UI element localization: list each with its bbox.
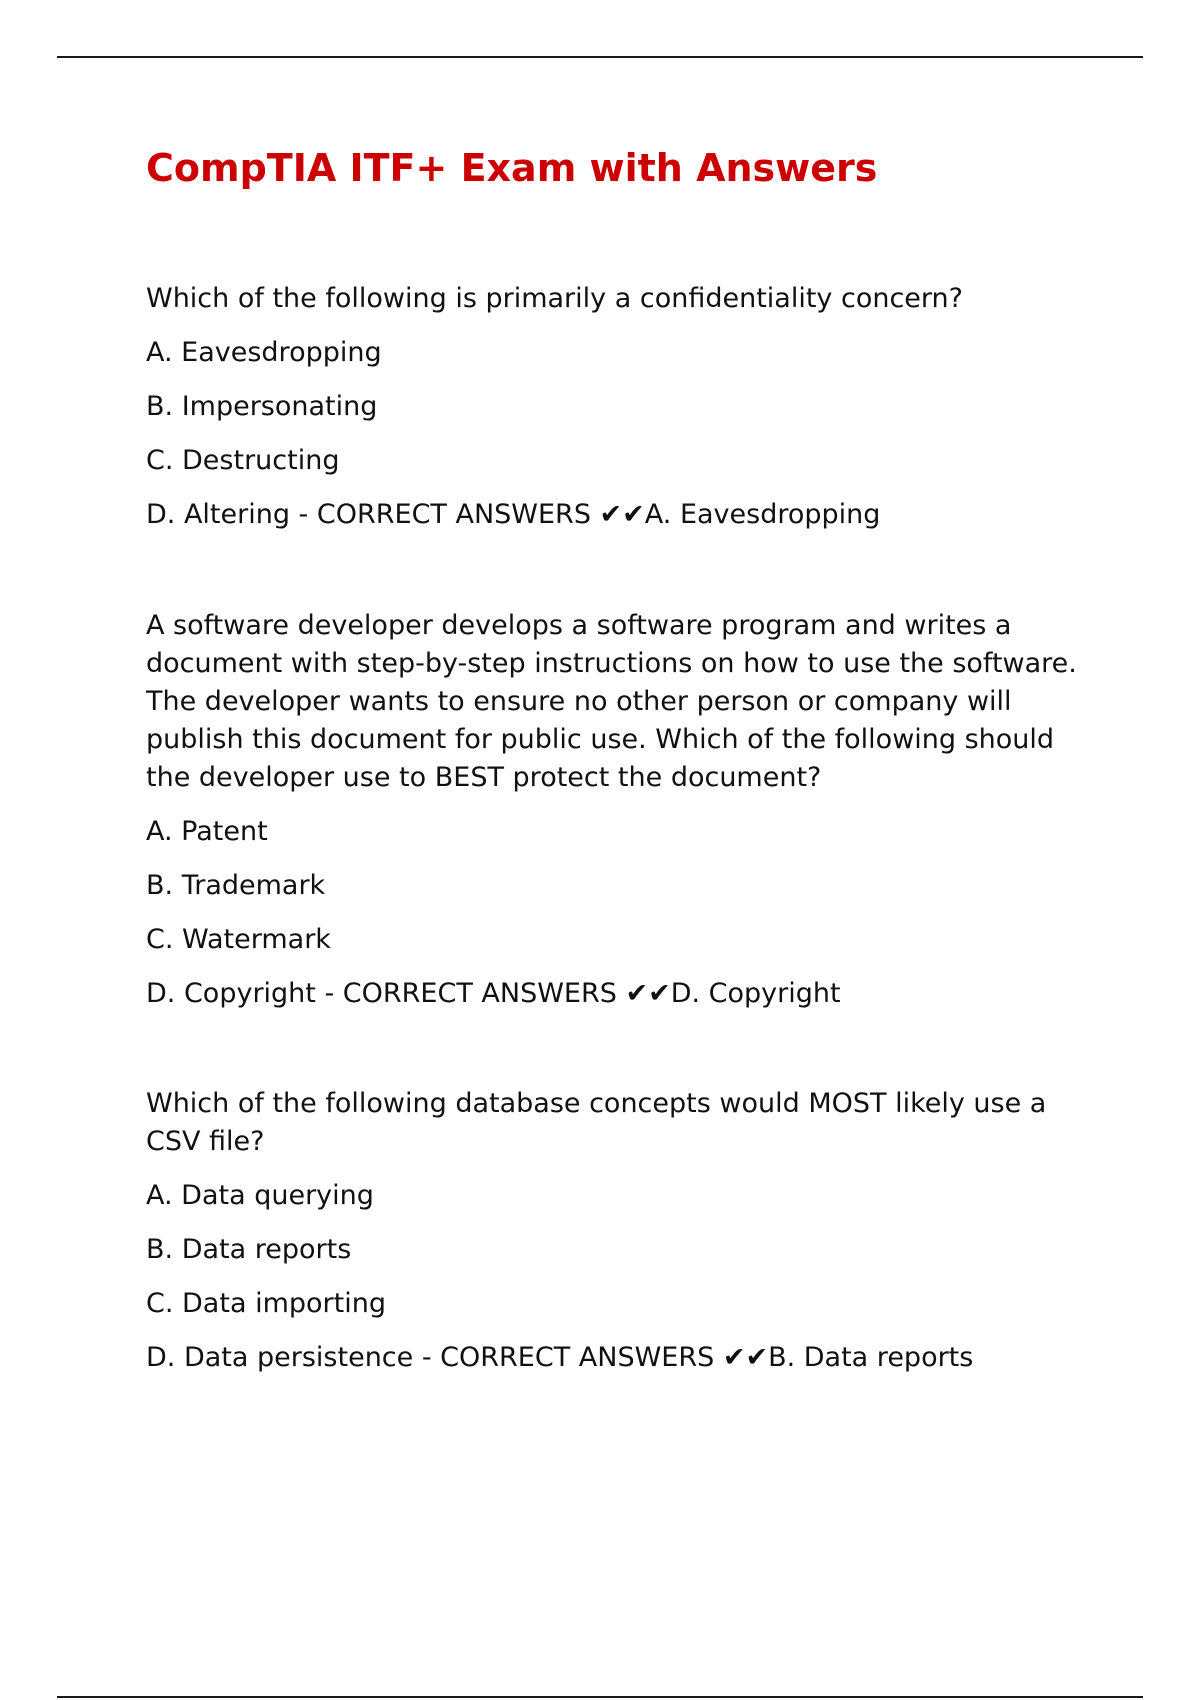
answer-option-with-correct-answer: D. Data persistence - CORRECT ANSWERS ✔✔B. Data reports	[146, 1342, 974, 1373]
answer-option: B. Data reports	[146, 1234, 352, 1265]
answer-option: C. Watermark	[146, 924, 331, 955]
document-title: CompTIA ITF+ Exam with Answers	[146, 146, 878, 190]
answer-option: C. Data importing	[146, 1288, 386, 1319]
footer-rule	[57, 1696, 1143, 1698]
question-text: Which of the following is primarily a confidentiality concern?	[146, 283, 963, 314]
answer-option-with-correct-answer: D. Altering - CORRECT ANSWERS ✔✔A. Eavesdropping	[146, 499, 881, 530]
answer-option: A. Patent	[146, 816, 268, 847]
question-block-2	[146, 607, 1086, 1013]
document-body	[146, 142, 1086, 1393]
answer-option: A. Data querying	[146, 1180, 374, 1211]
answer-option: B. Trademark	[146, 870, 326, 901]
answer-option: A. Eavesdropping	[146, 337, 382, 368]
answer-option-with-correct-answer: D. Copyright - CORRECT ANSWERS ✔✔D. Copyright	[146, 978, 841, 1009]
header-rule	[57, 56, 1143, 58]
answer-option: B. Impersonating	[146, 391, 378, 422]
question-text: Which of the following database concepts would MOST likely use a CSV file?	[146, 1088, 1047, 1157]
question-text: A software developer develops a software program and writes a document with step-by-step instructions on how to use the software. The developer wants to ensure no other person or company will publish this document for public use. Which of the following should the developer use to BEST protect the document?	[146, 610, 1077, 793]
question-block-3	[146, 1085, 1086, 1377]
question-block-1	[146, 280, 1086, 534]
answer-option: C. Destructing	[146, 445, 340, 476]
